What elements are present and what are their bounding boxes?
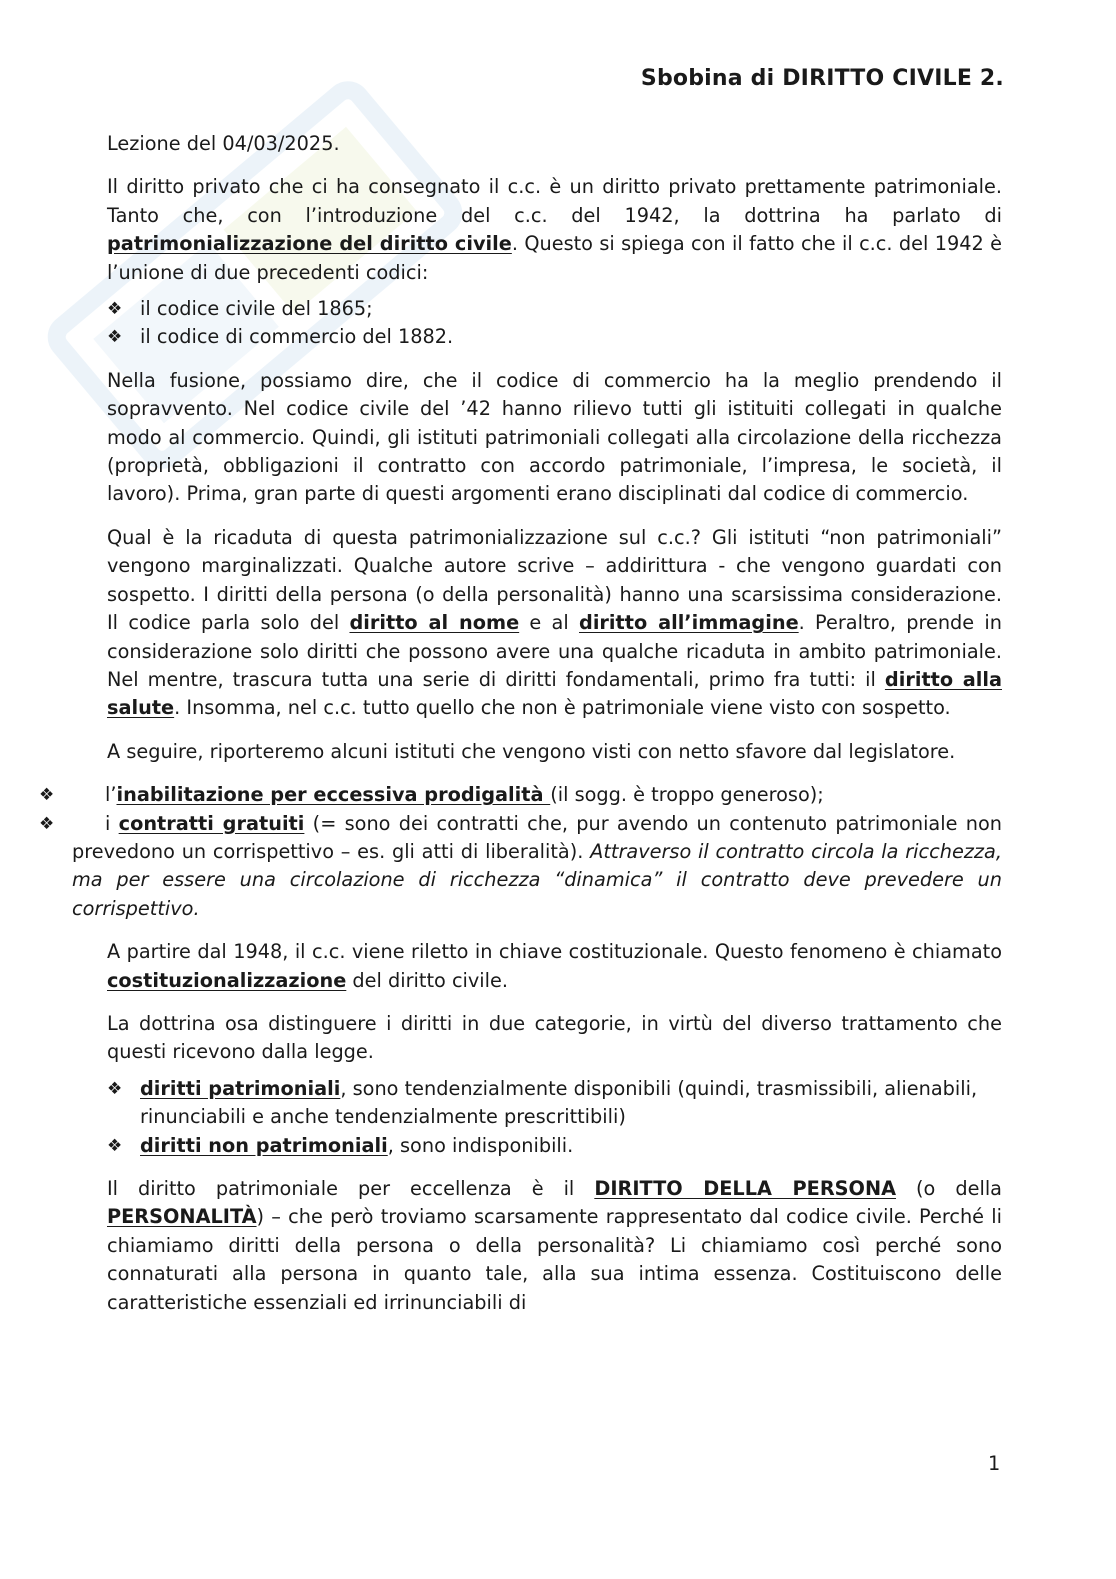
codes-list (107, 295, 1002, 352)
disfavored-list (39, 781, 1002, 923)
rights-list (107, 1075, 1002, 1160)
key-term-diritto-al-nome: diritto al nome (349, 611, 520, 635)
diamond-bullet-icon: ❖ (107, 1135, 123, 1156)
list-item: ❖ diritti patrimoniali, sono tendenzialmente disponibili (quindi, trasmissibili, alienabili, rinunciabili e anche tendenzialmente prescrittibili) (107, 1076, 978, 1129)
key-term-personalita: PERSONALITÀ (107, 1205, 257, 1229)
page-number: 1 (988, 1452, 1001, 1475)
paragraph-costituzionalizzazione: A partire dal 1948, il c.c. viene riletto in chiave costituzionale. Questo fenomeno è chiamato costituzionalizzazione del diritto civile. (107, 940, 1002, 992)
key-term-costituzionalizzazione: costituzionalizzazione (107, 968, 347, 992)
key-term-diritti-non-patrimoniali: diritti non patrimoniali (140, 1133, 388, 1157)
diamond-bullet-icon: ❖ (107, 299, 123, 320)
list-item: ❖ diritti non patrimoniali, sono indisponibili. (107, 1132, 1002, 1160)
list-item: ❖ il codice civile del 1865; (107, 295, 1002, 323)
paragraph-intro: Il diritto privato che ci ha consegnato il c.c. è un diritto privato prettamente patrimoniale. Tanto che, con l’introduzione del c.c. del 1942, la dottrina ha parlato di patrimonializzazione del diritto civile. Questo si spiega con il fatto che il c.c. del 1942 è l’unione di due precedenti codici: (107, 175, 1003, 284)
paragraph-disfavored-intro: A seguire, riporteremo alcuni istituti che vengono visti con netto sfavore dal legislatore. (107, 739, 956, 763)
key-term-diritti-patrimoniali: diritti patrimoniali (140, 1076, 341, 1100)
diamond-bullet-icon: ❖ (107, 327, 123, 348)
key-term-inabilitazione: inabilitazione per eccessiva prodigalità (116, 783, 551, 807)
diamond-bullet-icon: ❖ (39, 813, 55, 834)
italic-note: Attraverso il contratto circola la ricchezza, ma per essere una circolazione di ricchezza “dinamica” il contratto deve prevedere un corrispettivo. (72, 839, 1002, 920)
diamond-bullet-icon: ❖ (39, 785, 55, 806)
key-term-diritto-salute: diritto alla salute (107, 667, 1002, 720)
paragraph-persona: Il diritto patrimoniale per eccellenza è il DIRITTO DELLA PERSONA (o della PERSONALITÀ) – che però troviamo scarsamente rappresentato dal codice civile. Perché li chiamiamo diritti della persona o della personalità? Li chiamiamo così perché sono connaturati alla persona in quanto tale, alla sua intima essenza. Costituiscono delle caratteristiche essenziali ed irrinunciabili di (107, 1177, 1002, 1314)
paragraph-consequences: Qual è la ricaduta di questa patrimonializzazione sul c.c.? Gli istituti “non patrimoniali” vengono marginalizzati. Qualche autore scrive – addirittura - che vengono guardati con sospetto. I diritti della persona (o della personalità) hanno una scarsissima considerazione. Il codice parla solo del diritto al nome e al diritto all’immagine. Peraltro, prende in considerazione solo diritti che possono avere una qualche ricaduta in ambito patrimoniale. Nel mentre, trascura tutta una serie di diritti fondamentali, primo fra tutti: il diritto alla salute. Insomma, nel c.c. tutto quello che non è patrimoniale viene visto con sospetto. (107, 525, 1002, 720)
lesson-date: Lezione del 04/03/2025. (107, 132, 340, 155)
key-term-diritto-immagine: diritto all’immagine (579, 611, 799, 635)
list-item: ❖ l’inabilitazione per eccessiva prodigalità (il sogg. è troppo generoso); (72, 781, 1002, 809)
key-term-patrimonializzazione: patrimonializzazione del diritto civile (107, 232, 512, 256)
list-item: ❖ il codice di commercio del 1882. (107, 323, 1002, 351)
key-term-contratti-gratuiti: contratti gratuiti (118, 811, 305, 835)
diamond-bullet-icon: ❖ (107, 1078, 123, 1099)
key-term-diritto-persona: DIRITTO DELLA PERSONA (594, 1177, 897, 1200)
list-item: ❖ i contratti gratuiti (= sono dei contratti che, pur avendo un contenuto patrimoniale non prevedono un corrispettivo – es. gli atti di liberalità). Attraverso il contratto circola la ricchezza, ma per essere una circolazione di ricchezza “dinamica” il contratto deve prevedere un corrispettivo. (39, 811, 1002, 920)
paragraph-categories: La dottrina osa distinguere i diritti in due categorie, in virtù del diverso trattamento che questi ricevono dalla legge. (107, 1011, 1002, 1064)
paragraph-fusion: Nella fusione, possiamo dire, che il codice di commercio ha la meglio prendendo il sopravvento. Nel codice civile del ’42 hanno rilievo tutti gli istituiti collegati in qualche modo al commercio. Quindi, gli istituti patrimoniali collegati alla circolazione della ricchezza (proprietà, obbligazioni il contratto con accordo patrimoniale, l’impresa, le società, il lavoro). Prima, gran parte di questi argomenti erano disciplinati dal codice di commercio. (107, 368, 1002, 506)
document-body (39, 130, 1003, 1332)
page-title: Sbobina di DIRITTO CIVILE 2. (640, 66, 1004, 91)
